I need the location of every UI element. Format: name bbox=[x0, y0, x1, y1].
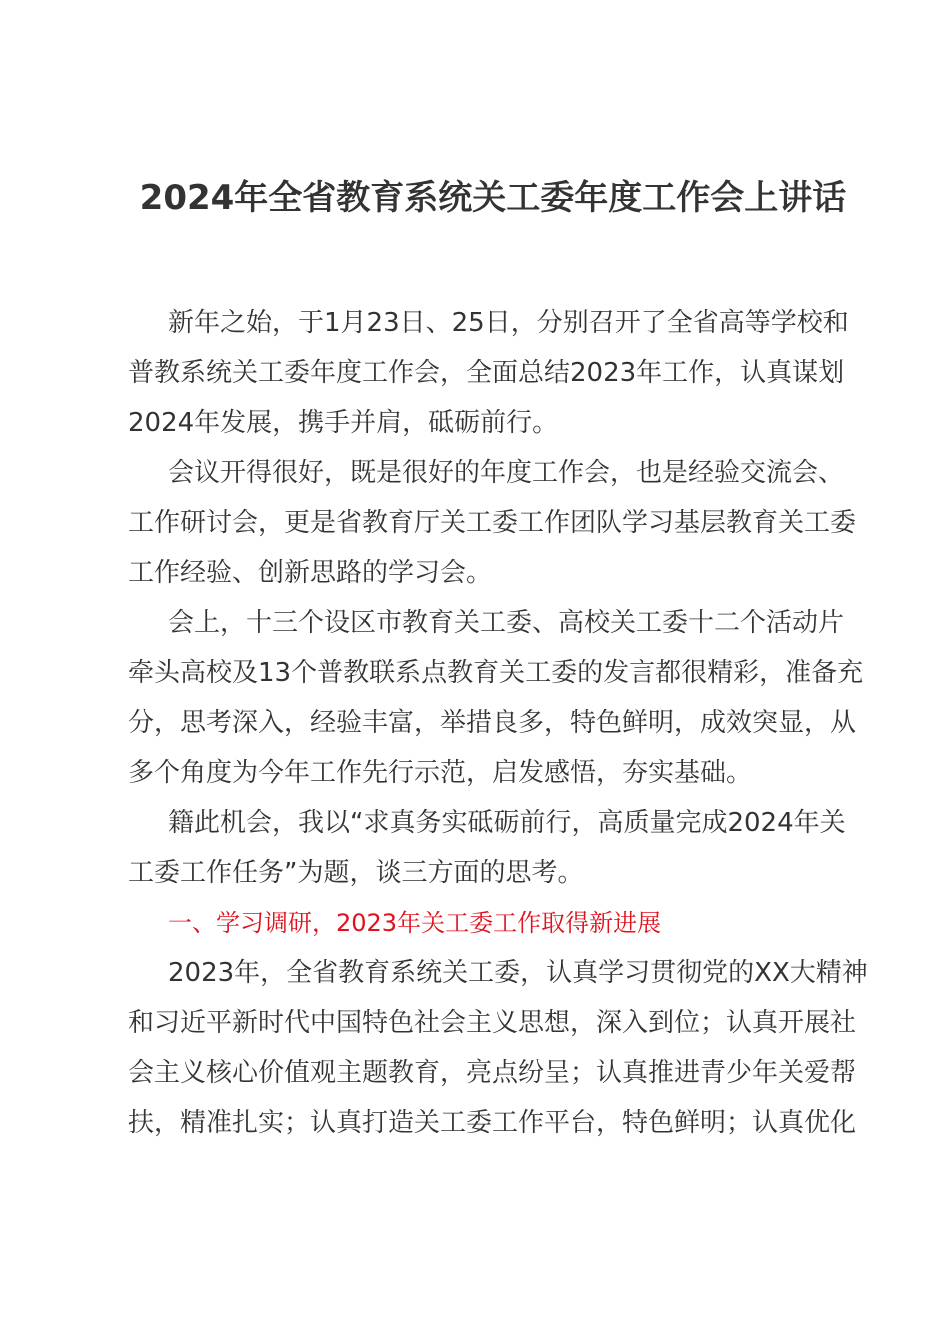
paragraph-line: 工作研讨会，更是省教育厅关工委工作团队学习基层教育关工委 bbox=[128, 508, 857, 538]
paragraph-line: 会上，十三个设区市教育关工委、高校关工委十二个活动片 bbox=[168, 608, 845, 638]
document-body bbox=[128, 298, 868, 1148]
paragraph-line: 会主义核心价值观主题教育，亮点纷呈；认真推进青少年关爱帮 bbox=[128, 1058, 857, 1088]
paragraph-line: 多个角度为今年工作先行示范，启发感悟，夯实基础。 bbox=[128, 758, 753, 788]
section-heading: 一、学习调研，2023年关工委工作取得新进展 bbox=[168, 909, 662, 937]
paragraph-line: 工作经验、创新思路的学习会。 bbox=[128, 558, 493, 588]
paragraph-line: 普教系统关工委年度工作会，全面总结2023年工作，认真谋划 bbox=[128, 358, 845, 388]
paragraph-line: 2024年发展，携手并肩，砥砺前行。 bbox=[128, 408, 559, 438]
paragraph-line: 籍此机会，我以“求真务实砥砺前行，高质量完成2024年关 bbox=[168, 808, 846, 838]
page-title: 2024年全省教育系统关工委年度工作会上讲话 bbox=[139, 178, 847, 218]
paragraph-line: 分，思考深入，经验丰富，举措良多，特色鲜明，成效突显，从 bbox=[128, 708, 857, 738]
paragraph-line: 和习近平新时代中国特色社会主义思想，深入到位；认真开展社 bbox=[128, 1008, 857, 1038]
paragraph-line: 新年之始，于1月23日、25日，分别召开了全省高等学校和 bbox=[168, 308, 849, 338]
paragraph-line: 牵头高校及13个普教联系点教育关工委的发言都很精彩，准备充 bbox=[128, 658, 864, 688]
paragraph-line: 2023年，全省教育系统关工委，认真学习贯彻党的XX大精神 bbox=[168, 958, 868, 988]
paragraph-line: 会议开得很好，既是很好的年度工作会，也是经验交流会、 bbox=[168, 458, 845, 488]
paragraph-line: 扶，精准扎实；认真打造关工委工作平台，特色鲜明；认真优化 bbox=[128, 1108, 857, 1138]
paragraph-line: 工委工作任务”为题，谈三方面的思考。 bbox=[128, 858, 584, 888]
